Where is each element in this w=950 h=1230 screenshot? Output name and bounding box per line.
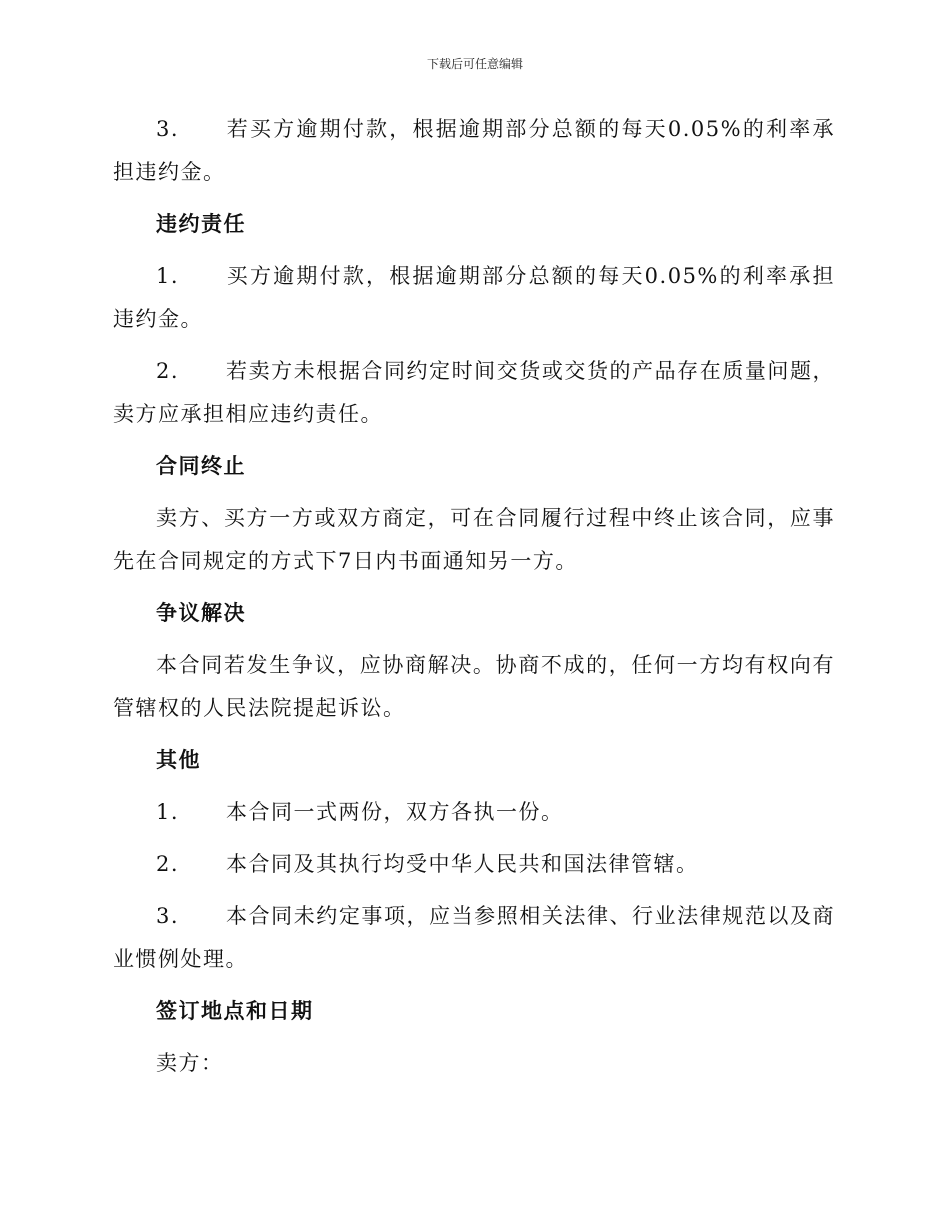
clause-text: 本合同未约定事项，应当参照相关法律、行业法律规范以及商业惯例处理。 [113, 904, 835, 971]
other-clause-2 [113, 843, 835, 886]
clause-text: 本合同及其执行均受中华人民共和国法律管辖。 [226, 852, 699, 876]
list-number: 1. [156, 800, 180, 824]
page-header: 下载后可任意编辑 [426, 57, 523, 71]
clause-text: 买方逾期付款，根据逾期部分总额的每天0.05%的利率承担违约金。 [113, 264, 835, 331]
section-heading-termination: 合同终止 [156, 454, 246, 478]
dispute-paragraph: 本合同若发生争议，应协商解决。协商不成的，任何一方均有权向有管辖权的人民法院提起诉讼。 [113, 653, 835, 720]
list-number: 3. [156, 117, 180, 141]
clause-text: 本合同一式两份，双方各执一份。 [226, 800, 564, 824]
section-heading-other: 其他 [156, 748, 201, 772]
other-clause-3 [113, 895, 835, 981]
document-body [113, 108, 835, 1094]
payment-clause-3 [113, 108, 835, 194]
list-number: 2. [156, 852, 180, 876]
section-heading-signing: 签订地点和日期 [156, 999, 314, 1023]
list-number: 2. [156, 359, 180, 383]
clause-text: 若卖方未根据合同约定时间交货或交货的产品存在质量问题，卖方应承担相应违约责任。 [113, 359, 835, 426]
clause-text: 若买方逾期付款，根据逾期部分总额的每天0.05%的利率承担违约金。 [113, 117, 835, 184]
section-heading-liability: 违约责任 [156, 212, 246, 236]
seller-label: 卖方： [156, 1051, 224, 1075]
list-number: 3. [156, 904, 180, 928]
list-number: 1. [156, 264, 180, 288]
liability-clause-1 [113, 255, 835, 341]
other-clause-1 [113, 791, 835, 834]
section-heading-dispute: 争议解决 [156, 601, 246, 625]
termination-paragraph: 卖方、买方一方或双方商定，可在合同履行过程中终止该合同，应事先在合同规定的方式下7日内书面通知另一方。 [113, 506, 835, 573]
liability-clause-2 [113, 350, 835, 436]
